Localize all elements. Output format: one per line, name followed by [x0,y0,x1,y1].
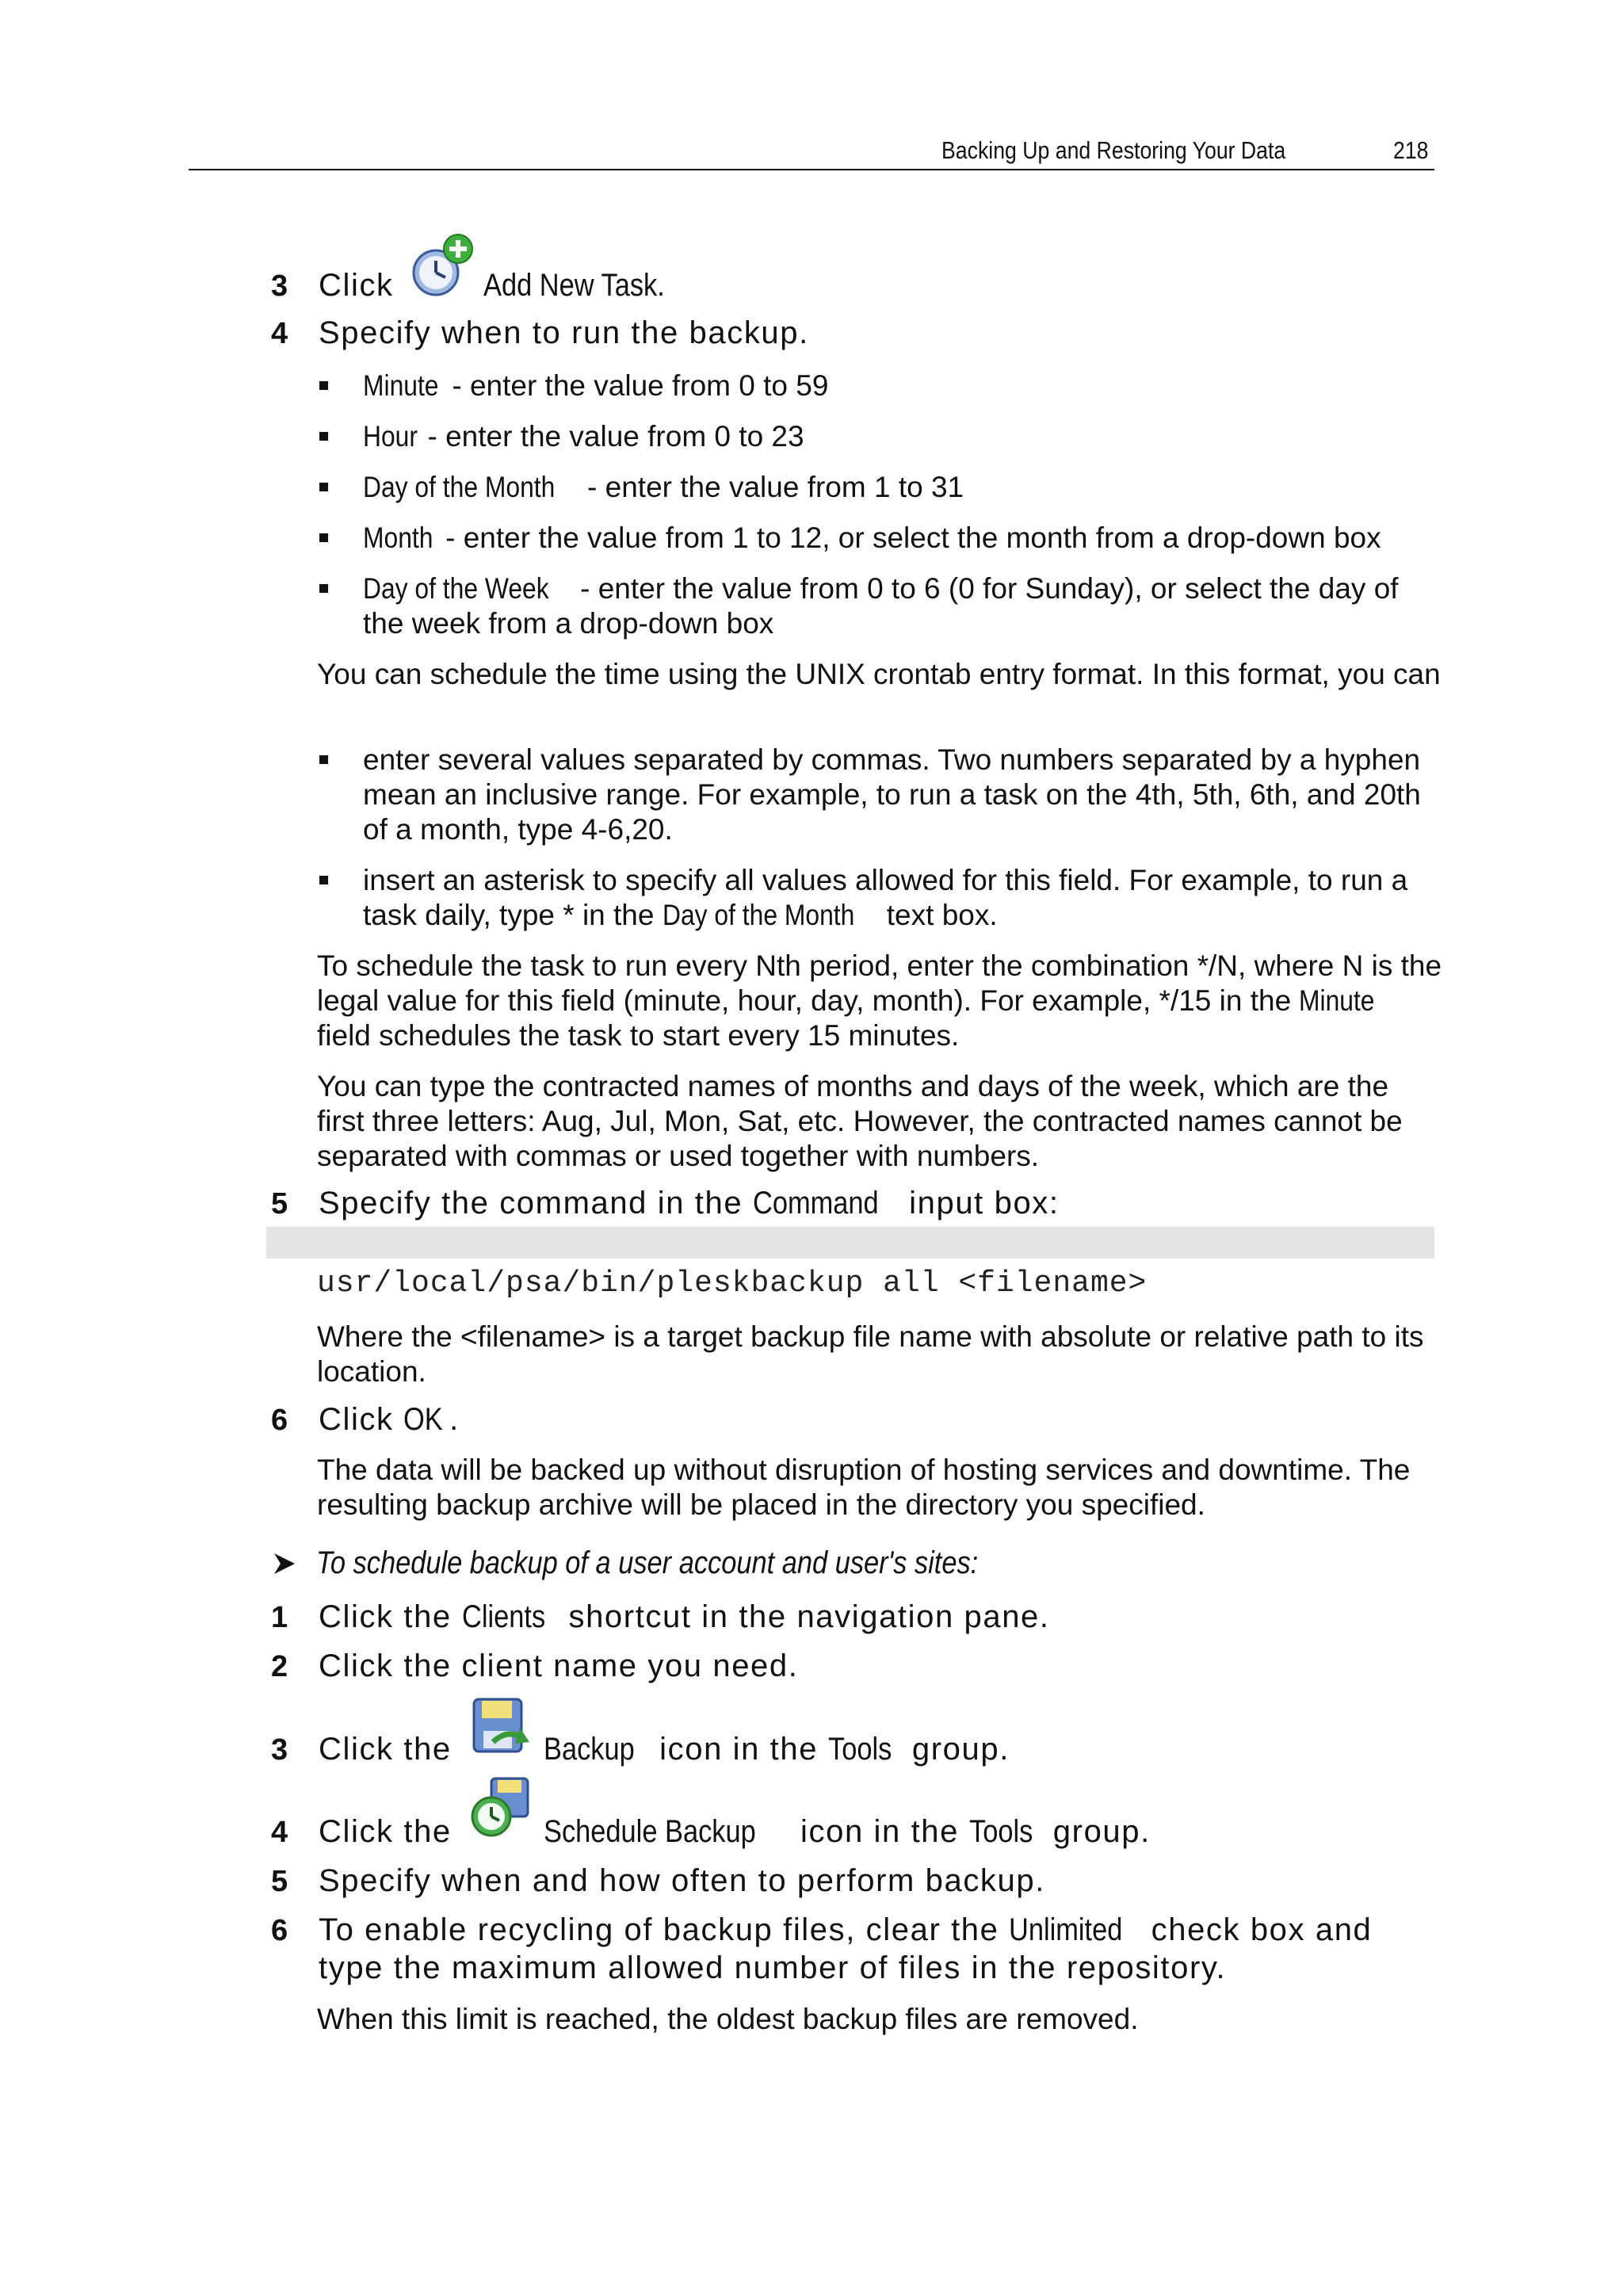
step-click-ok: Click OK . [319,1402,460,1437]
step-schedule-tail: Schedule Backup icon in the Tools group. [544,1814,1151,1849]
step-number: 4 [271,1816,288,1849]
bullet-commas: enter several values separated by commas. Two numbers separated by a hyphen mean an inclusive range. For example, to run a task on the 4th, 5th, 6th, and 20th of a month, type 4-6,20. [363,743,1421,846]
step-specify-how-often: Specify when and how often to perform backup. [319,1863,1045,1898]
step-backup-tail: Backup icon in the Tools group. [544,1732,1010,1767]
step-number: 4 [271,317,288,350]
bullet-marker [319,432,328,441]
bullet-day-of-week: Day of the Week - enter the value from 0 to 6 (0 for Sunday), or select the day of the week from a drop-down box [363,572,1399,640]
add-new-task-label: Add New Task. [483,268,665,303]
paragraph-crontab: You can schedule the time using the UNIX crontab entry format. In this format, you can [317,658,1441,690]
step-number: 5 [271,1865,288,1898]
bullet-marker [319,584,328,593]
step-enable-recycling: To enable recycling of backup files, clear the Unlimited check box and [319,1912,1373,1947]
bullet-marker [319,755,328,764]
bullet-minute: Minute - enter the value from 0 to 59 [363,369,829,402]
bullet-hour: Hour - enter the value from 0 to 23 [363,420,804,453]
step-click-backup: Click the [319,1732,452,1767]
paragraph-nth-period: To schedule the task to run every Nth period, enter the combination */N, where N is the legal value for this field (minute, hour, day, month). For example, */15 in the Minute field schedules the task to start every 15 minutes. [317,949,1442,1052]
command-code: usr/local/psa/bin/pleskbackup all <filename> [317,1266,1148,1301]
step-click-client-name: Click the client name you need. [319,1648,799,1683]
bullet-marker [319,483,328,491]
paragraph-limit-reached: When this limit is reached, the oldest backup files are removed. [317,2003,1139,2035]
code-band [266,1227,1434,1259]
step-specify-command: Specify the command in the Command input box: [319,1186,1060,1221]
bullet-marker [319,381,328,390]
step-click-clients: Click the Clients shortcut in the navigation pane. [319,1599,1050,1634]
step-number: 6 [271,1914,288,1947]
step-number: 1 [271,1601,288,1634]
paragraph-filename: Where the <filename> is a target backup file name with absolute or relative path to its location. [317,1320,1424,1388]
step-click-schedule-backup: Click the [319,1814,452,1849]
procedure-arrow-icon [272,1552,297,1576]
step-number: 3 [271,1733,288,1767]
step-number: 5 [271,1187,288,1221]
step-number: 2 [271,1650,288,1683]
paragraph-contracted-names: You can type the contracted names of months and days of the week, which are the first three letters: Aug, Jul, Mon, Sat, etc. However, the contracted names cannot be separated with commas or used together with numbers. [317,1070,1403,1172]
paragraph-backup-result: The data will be backed up without disruption of hosting services and downtime. The resulting backup archive will be placed in the directory you specified. [317,1454,1411,1521]
bullet-month: Month - enter the value from 1 to 12, or select the month from a drop-down box [363,521,1381,554]
running-header-title: Backing Up and Restoring Your Data [941,136,1286,164]
step-text: Click [319,268,394,303]
add-task-clock-icon[interactable] [406,233,479,300]
bullet-day-of-month: Day of the Month - enter the value from 1 to 31 [363,471,964,503]
procedure-title: To schedule backup of a user account and user's sites: [272,1545,1086,1581]
step-number: 6 [271,1404,288,1437]
step-specify-when: Specify when to run the backup. [319,315,809,350]
step-enable-recycling-line2: type the maximum allowed number of files in the repository. [319,1950,1227,1985]
bullet-marker [319,533,328,542]
page-number: 218 [1393,136,1429,164]
step-add-new-task [319,268,394,304]
bullet-asterisk: insert an asterisk to specify all values allowed for this field. For example, to run a task daily, type * in the Day of the Month text box. [363,864,1408,931]
header-rule [189,169,1434,170]
step-number: 3 [271,269,288,303]
backup-floppy-icon[interactable] [469,1696,534,1761]
schedule-backup-icon[interactable] [468,1777,534,1840]
bullet-marker [319,876,328,884]
